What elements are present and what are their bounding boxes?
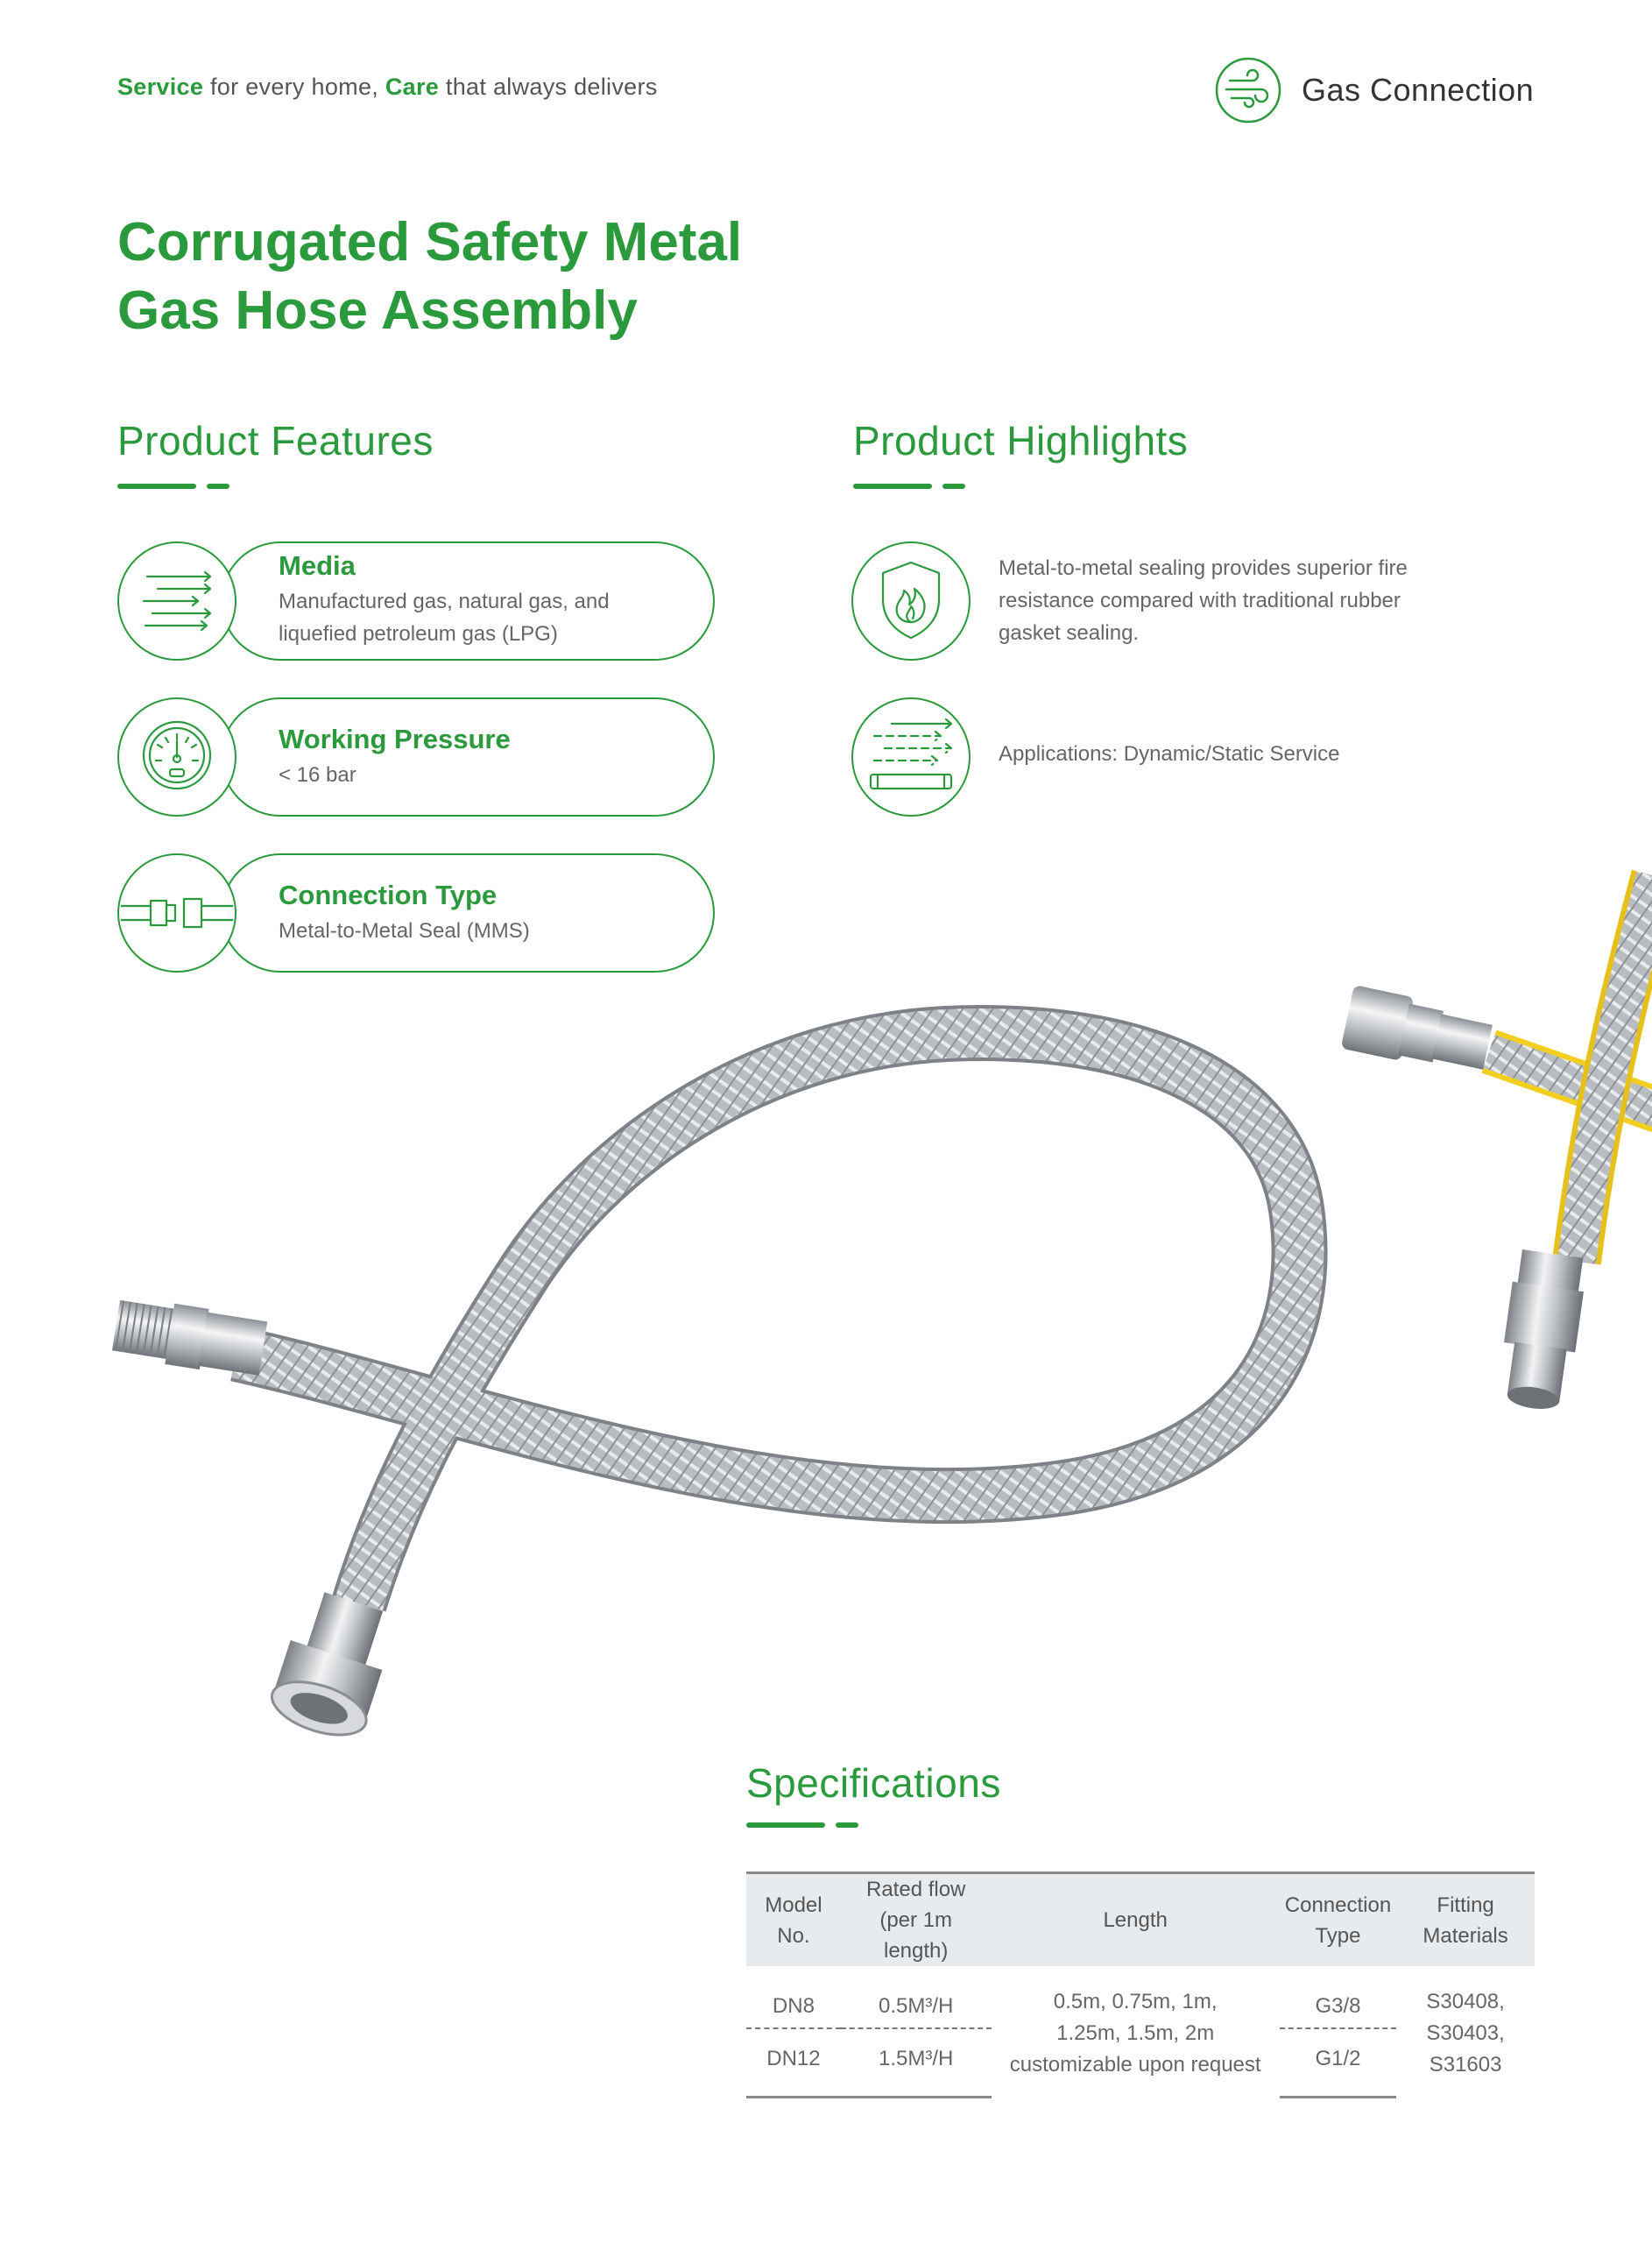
tagline-care: Care bbox=[385, 74, 440, 100]
main-hose bbox=[111, 1033, 1300, 1745]
header-fitting-materials: Fitting Materials bbox=[1396, 1873, 1535, 1967]
header-model-no: Model No. bbox=[746, 1873, 841, 1967]
brand-name: Gas Connection bbox=[1302, 72, 1535, 108]
length-line: customizable upon request bbox=[1009, 2052, 1261, 2077]
length-line: 1.25m, 1.5m, 2m bbox=[1056, 2020, 1215, 2045]
header-length: Length bbox=[992, 1873, 1280, 1967]
features-heading: Product Features bbox=[117, 418, 434, 463]
material-line: S30408, bbox=[1426, 1989, 1505, 2013]
tagline-mid: for every home, bbox=[203, 74, 385, 100]
feature-desc-line: liquefied petroleum gas (LPG) bbox=[279, 622, 558, 646]
title-line-2: Gas Hose Assembly bbox=[117, 280, 638, 341]
cell-connection: G1/2 bbox=[1280, 2028, 1396, 2098]
material-line: S31603 bbox=[1429, 2052, 1502, 2077]
highlights-heading: Product Highlights bbox=[853, 418, 1189, 463]
header-rated-flow: Rated flow (per 1m length) bbox=[841, 1873, 992, 1967]
header-connection-type: Connection Type bbox=[1280, 1873, 1396, 1967]
feature-title: Connection Type bbox=[279, 880, 498, 910]
specifications-heading: Specifications bbox=[746, 1760, 1001, 1806]
cell-length bbox=[992, 1966, 1280, 2098]
cell-model: DN12 bbox=[746, 2028, 841, 2098]
feature-desc-line: Manufactured gas, natural gas, and bbox=[279, 590, 610, 613]
cell-flow: 1.5M³/H bbox=[841, 2028, 992, 2098]
feature-desc-line: Metal-to-Metal Seal (MMS) bbox=[279, 919, 530, 943]
length-line: 0.5m, 0.75m, 1m, bbox=[1053, 1989, 1218, 2013]
cell-model: DN8 bbox=[746, 1966, 841, 2028]
secondary-hose bbox=[1341, 876, 1652, 1413]
specifications-heading-rule bbox=[746, 1822, 860, 1828]
table-header-row bbox=[746, 1873, 1535, 1967]
specifications-table bbox=[746, 1872, 1535, 2098]
cell-materials bbox=[1396, 1966, 1535, 2098]
highlight-text-line: Applications: Dynamic/Static Service bbox=[999, 742, 1340, 766]
table-row bbox=[746, 1966, 1535, 2028]
feature-title: Media bbox=[279, 550, 356, 581]
cell-connection: G3/8 bbox=[1280, 1966, 1396, 2028]
tagline-end: that always delivers bbox=[439, 74, 658, 100]
title-line-1: Corrugated Safety Metal bbox=[117, 212, 743, 272]
highlight-text-line: gasket sealing. bbox=[999, 621, 1140, 645]
cell-flow: 0.5M³/H bbox=[841, 1966, 992, 2028]
tagline-service: Service bbox=[117, 74, 204, 100]
feature-desc-line: < 16 bar bbox=[279, 763, 357, 787]
material-line: S30403, bbox=[1426, 2020, 1505, 2045]
feature-title: Working Pressure bbox=[279, 724, 511, 754]
highlight-text-line: Metal-to-metal sealing provides superior fire bbox=[999, 556, 1408, 580]
highlight-text-line: resistance compared with traditional rubber bbox=[999, 589, 1401, 612]
